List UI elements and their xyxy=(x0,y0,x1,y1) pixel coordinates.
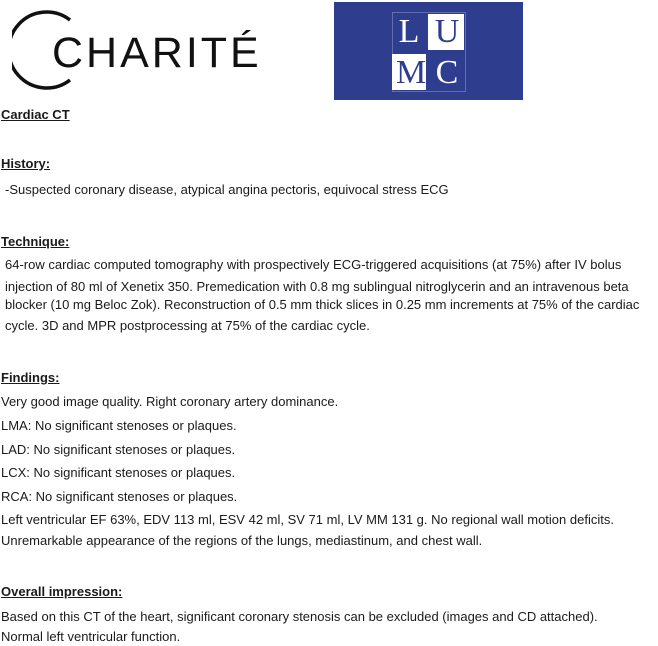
impression-heading: Overall impression: xyxy=(1,584,123,599)
findings-line: LCX: No significant stenoses or plaques. xyxy=(1,465,236,480)
technique-line: injection of 80 ml of Xenetix 350. Premedication with 0.8 mg sublingual nitroglycerin and an intravenous beta xyxy=(5,279,629,294)
findings-line: Very good image quality. Right coronary artery dominance. xyxy=(1,394,339,409)
history-heading: History: xyxy=(1,156,51,171)
report-title: Cardiac CT xyxy=(1,107,70,122)
lumc-logo xyxy=(334,2,523,100)
findings-heading: Findings: xyxy=(1,370,60,385)
history-line: -Suspected coronary disease, atypical angina pectoris, equivocal stress ECG xyxy=(5,182,449,197)
findings-line: LMA: No significant stenoses or plaques. xyxy=(1,418,237,433)
lumc-letter-u: U xyxy=(434,13,460,50)
findings-line: LAD: No significant stenoses or plaques. xyxy=(1,442,236,457)
charite-logo xyxy=(8,8,262,92)
technique-line: cycle. 3D and MPR postprocessing at 75% of the cardiac cycle. xyxy=(5,318,370,333)
lumc-letter-c: C xyxy=(435,54,459,91)
lumc-letter-m: M xyxy=(396,54,427,91)
impression-line: Based on this CT of the heart, significant coronary stenosis can be excluded (images and CD attached). xyxy=(1,609,598,624)
technique-line: blocker (10 mg Beloc Zok). Reconstruction of 0.5 mm thick slices in 0.25 mm increments at 75% of the cardiac xyxy=(5,297,640,312)
technique-line: 64-row cardiac computed tomography with prospectively ECG-triggered acquisitions (at 75%) after IV bolus xyxy=(5,257,622,272)
header-logos xyxy=(0,0,658,105)
findings-line: Unremarkable appearance of the regions of the lungs, mediastinum, and chest wall. xyxy=(1,533,483,548)
lumc-letter-l: L xyxy=(398,13,420,50)
charite-wordmark: CHARITÉ xyxy=(52,29,262,77)
technique-heading: Technique: xyxy=(1,234,70,249)
findings-line: Left ventricular EF 63%, EDV 113 ml, ESV 42 ml, SV 71 ml, LV MM 131 g. No regional wall motion deficits. xyxy=(1,512,614,527)
findings-line: RCA: No significant stenoses or plaques. xyxy=(1,489,238,504)
impression-line: Normal left ventricular function. xyxy=(1,629,181,644)
